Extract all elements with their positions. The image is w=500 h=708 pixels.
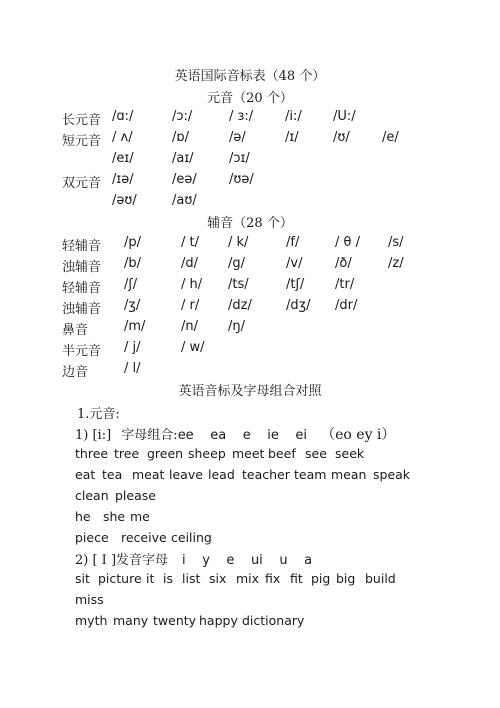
item2-word: happy [199,613,238,628]
part1-label: 1.元音: [77,407,120,422]
item1-word: lead [208,467,235,482]
item1-word: teacher [242,467,290,482]
consonant-symbol: /m/ [124,319,146,334]
item2-label: 发音字母 [116,553,169,568]
item1-word: team [294,467,327,482]
consonant-symbol: / l/ [124,361,141,376]
consonant-symbol: /p/ [124,235,142,250]
vowel-symbol: / ʌ/ [112,130,133,145]
vowel-symbol: /ʊə/ [229,172,254,187]
consonant-row-label: 浊辅音 [62,302,102,317]
section2-heading: 英语音标及字母组合对照 [178,384,322,399]
item1-word: please [115,488,156,503]
consonant-symbol: /dr/ [335,298,358,313]
consonant-symbol: /s/ [388,235,404,250]
item1-word: meet [232,446,265,461]
consonant-symbol: /ŋ/ [228,319,245,334]
item1-word: beef [268,446,296,461]
consonant-symbol: /d/ [181,256,199,271]
vowel-symbol: /ɑ:/ [112,109,134,124]
item1-prefix: 1) [i:] [75,428,112,443]
vowel-symbol: /ʊ/ [333,130,350,145]
consonant-symbol: /tʃ/ [286,277,305,292]
consonant-symbol: /ts/ [228,277,249,292]
consonant-symbol: / j/ [124,340,141,355]
item2-word: is [163,571,173,586]
vowel-symbol: /i:/ [285,109,302,124]
consonant-symbol: / θ / [335,235,360,250]
item2-word: six [209,571,227,586]
consonant-row-label: 鼻音 [62,323,89,338]
item1-word: three [75,446,109,461]
vowel-row-label: 长元音 [62,113,102,128]
item2-word: pig [311,571,331,586]
item1-word: clean [75,488,109,503]
consonant-symbol: / k/ [228,235,249,250]
vowel-symbol: /ɔɪ/ [229,151,250,166]
item2-word: twenty [153,613,197,628]
vowel-row-label: 短元音 [62,134,102,149]
consonant-symbol: /z/ [388,256,404,271]
item1-letters: ee ea e ie ei [177,428,307,443]
item1-word: ceiling [171,530,212,545]
item2-word: myth [75,613,108,628]
vowel-symbol: /eə/ [172,172,197,187]
item2-word: sit [75,571,90,586]
vowel-symbol: /eɪ/ [112,151,134,166]
item1-word: piece [75,530,109,545]
consonant-symbol: /f/ [286,235,300,250]
consonant-symbol: / h/ [181,277,203,292]
item2-word: it [146,571,155,586]
item1-word: receive [121,530,167,545]
item2-prefix: 2) [ I ] [75,553,117,568]
vowel-symbol: / ɜ:/ [229,109,254,124]
item1-word: he [75,509,91,524]
consonant-symbol: /ʃ/ [124,277,138,292]
vowel-row-label: 双元音 [62,176,102,191]
consonant-symbol: /dʒ/ [286,298,311,313]
vowels-heading: 元音（20 个） [207,91,293,106]
consonant-symbol: /ʒ/ [124,298,141,313]
item1-extra: （eo ey i） [321,427,396,443]
vowel-symbol: /ə/ [229,130,246,145]
consonant-row-label: 轻辅音 [62,239,102,254]
item1-word: tea [102,467,123,482]
item2-word: picture [98,571,142,586]
vowel-symbol: /U:/ [333,109,356,124]
page-title: 英语国际音标表（48 个） [174,69,326,84]
consonant-row-label: 半元音 [62,344,102,359]
item1-label: 字母组合: [121,428,178,443]
consonant-symbol: / r/ [181,298,200,313]
vowel-symbol: /ɪə/ [112,172,134,187]
consonant-symbol: /v/ [286,256,303,271]
item1-word: tree [114,446,140,461]
item2-word: build [365,571,396,586]
item2-word: dictionary [242,613,305,628]
item1-word: speak [373,467,411,482]
item1-word: mean [331,467,367,482]
item2-letters: i y e ui u a [182,553,313,568]
consonants-heading: 辅音（28 个） [207,216,293,231]
item1-word: seek [335,446,365,461]
consonant-symbol: /dz/ [228,298,252,313]
vowel-symbol: /aʊ/ [172,193,197,208]
item1-word: eat [75,467,96,482]
item2-word: mix [236,571,260,586]
consonant-row-label: 边音 [62,365,89,380]
consonant-row-label: 轻辅音 [62,281,102,296]
item2-word: list [182,571,201,586]
item1-line [75,424,395,444]
consonant-symbol: /ð/ [335,256,352,271]
item1-word: green [147,446,184,461]
consonant-symbol: / w/ [181,340,205,355]
vowel-symbol: /əʊ/ [112,193,137,208]
consonant-row-label: 浊辅音 [62,260,102,275]
item1-word: sheep [188,446,226,461]
vowel-symbol: /ɪ/ [285,130,299,145]
vowel-symbol: /ɔ:/ [172,109,193,124]
item2-word: many [113,613,149,628]
item1-word: me [130,509,150,524]
vowel-symbol: /e/ [382,130,399,145]
vowel-symbol: /ɒ/ [172,130,190,145]
item2-word: miss [75,592,104,607]
consonant-symbol: /tr/ [335,277,355,292]
item1-word: leave [169,467,203,482]
consonant-symbol: / t/ [181,235,199,250]
item2-word: fix [265,571,281,586]
item1-word: she [103,509,126,524]
item1-word: meat [132,467,165,482]
consonant-symbol: /n/ [181,319,198,334]
item1-word: see [305,446,327,461]
item2-line [75,549,312,568]
vowel-symbol: /aɪ/ [172,151,194,166]
item2-word: big [336,571,356,586]
consonant-symbol: /g/ [228,256,246,271]
consonant-symbol: /b/ [124,256,142,271]
item2-word: fit [290,571,303,586]
